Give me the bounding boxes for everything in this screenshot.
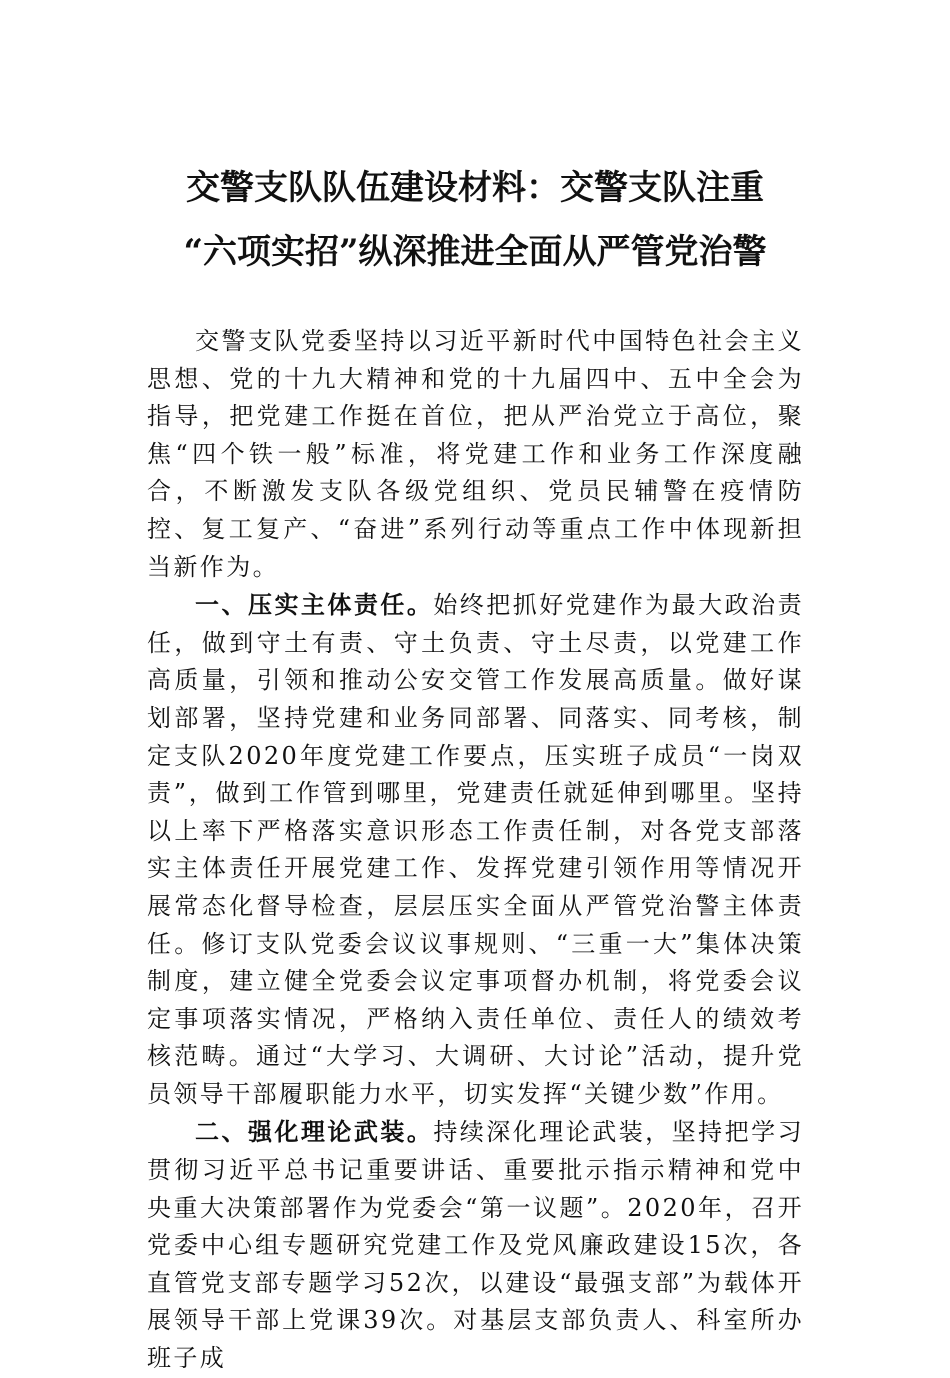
section-heading: 一、压实主体责任。: [195, 590, 434, 620]
document-body: [147, 323, 804, 1378]
paragraph-section-2: [147, 1113, 804, 1377]
paragraph-text: 始终把抓好党建作为最大政治责任，做到守土有责、守土负责、守土尽责，以党建工作高质量，引领和推动公安交管工作发展高质量。做好谋划部署，坚持党建和业务同部署、同落实、同考核，制定支队2020年度党建工作要点，压实班子成员“一岗双责”，做到工作管到哪里，党建责任就延伸到哪里。坚持以上率下严格落实意识形态工作责任制，对各党支部落实主体责任开展党建工作、发挥党建引领作用等情况开展常态化督导检查，层层压实全面从严管党治警主体责任。修订支队党委会议议事规则、“三重一大”集体决策制度，建立健全党委会议定事项督办机制，将党委会议定事项落实情况，严格纳入责任单位、责任人的绩效考核范畴。通过“大学习、大调研、大讨论”活动，提升党员领导干部履职能力水平，切实发挥“关键少数”作用。: [147, 591, 804, 1108]
title-line-1: 交警支队队伍建设材料：交警支队注重: [186, 168, 764, 208]
paragraph-text: 持续深化理论武装，坚持把学习贯彻习近平总书记重要讲话、重要批示指示精神和党中央重大决策部署作为党委会“第一议题”。2020年，召开党委中心组专题研究党建工作及党风廉政建设15次，各直管党支部专题学习52次，以建设“最强支部”为载体开展领导干部上党课39次。对基层支部负责人、科室所办班子成: [147, 1118, 804, 1373]
paragraph-intro: [147, 323, 804, 586]
section-heading: 二、强化理论武装。: [195, 1117, 434, 1147]
title-line-2: “六项实招”纵深推进全面从严管党治警: [183, 232, 767, 272]
paragraph-text: 交警支队党委坚持以习近平新时代中国特色社会主义思想、党的十九大精神和党的十九届四中、五中全会为指导，把党建工作挺在首位，把从严治党立于高位，聚焦“四个铁一般”标准，将党建工作和业务工作深度融合，不断激发支队各级党组织、党员民辅警在疫情防控、复工复产、“奋进”系列行动等重点工作中体现新担当新作为。: [147, 327, 804, 581]
paragraph-section-1: [147, 586, 804, 1113]
document-title: [120, 156, 830, 284]
